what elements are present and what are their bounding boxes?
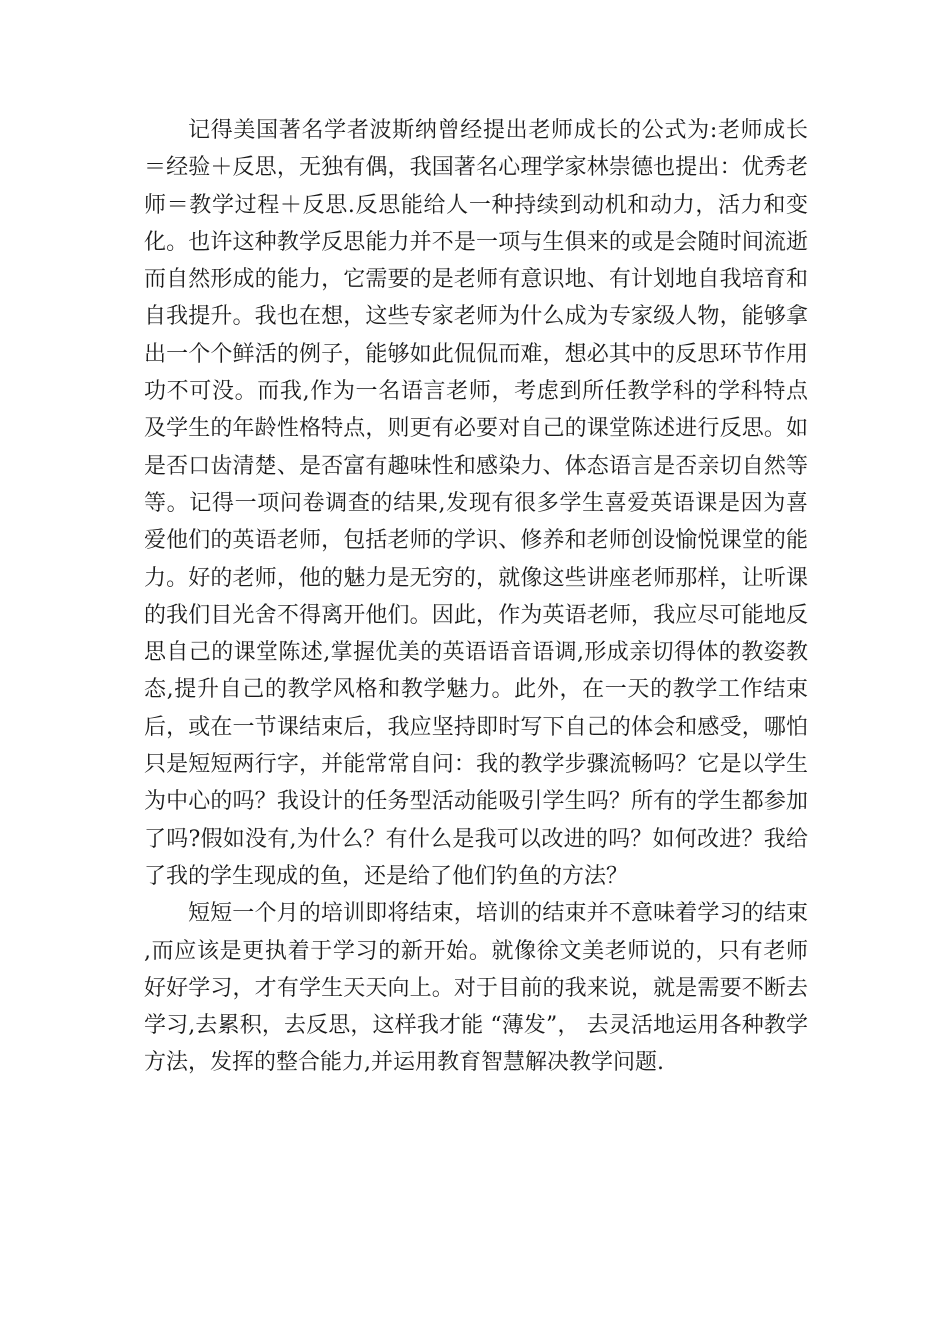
paragraph-reflection: 记得美国著名学者波斯纳曾经提出老师成长的公式为:老师成长＝经验＋反思，无独有偶，我国著名心理学家林崇德也提出：优秀老师＝教学过程＋反思.反思能给人一种持续到动机和动力，活力和变化。也许这种教学反思能力并不是一项与生俱来的或是会随时间流逝而自然形成的能力，它需要的是老师有意识地、有计划地自我培育和自我提升。我也在想，这些专家老师为什么成为专家级人物，能够拿出一个个鲜活的例子，能够如此侃侃而难，想必其中的反思环节作用功不可没。而我,作为一名语言老师，考虑到所任教学科的学科特点及学生的年龄性格特点，则更有必要对自己的课堂陈述进行反思。如是否口齿清楚、是否富有趣味性和感染力、体态语言是否亲切自然等等。记得一项问卷调查的结果,发现有很多学生喜爱英语课是因为喜爱他们的英语老师，包括老师的学识、修养和老师创设愉悦课堂的能力。好的老师，他的魅力是无穷的，就像这些讲座老师那样，让听课的我们目光舍不得离开他们。因此，作为英语老师，我应尽可能地反思自己的课堂陈述,掌握优美的英语语音语调,形成亲切得体的教姿教态,提升自己的教学风格和教学魅力。此外，在一天的教学工作结束后，或在一节课结束后，我应坚持即时写下自己的体会和感受，哪怕只是短短两行字，并能常常自问：我的教学步骤流畅吗？它是以学生为中心的吗？我设计的任务型活动能吸引学生吗？所有的学生都参加了吗?假如没有,为什么？有什么是我可以改进的吗？如何改进？我给了我的学生现成的鱼，还是给了他们钓鱼的方法？ — [144, 118, 808, 889]
paragraph-conclusion: 短短一个月的培训即将结束，培训的结束并不意味着学习的结束,而应该是更执着于学习的新开始。就像徐文美老师说的，只有老师好好学习，才有学生天天向上。对于目前的我来说，就是需要不断去学习,去累积，去反思，这样我才能 “薄发”， 去灵活地运用各种教学方法，发挥的整合能力,并运用教育智慧解决教学问题. — [144, 901, 808, 1076]
body-text — [144, 112, 808, 1082]
